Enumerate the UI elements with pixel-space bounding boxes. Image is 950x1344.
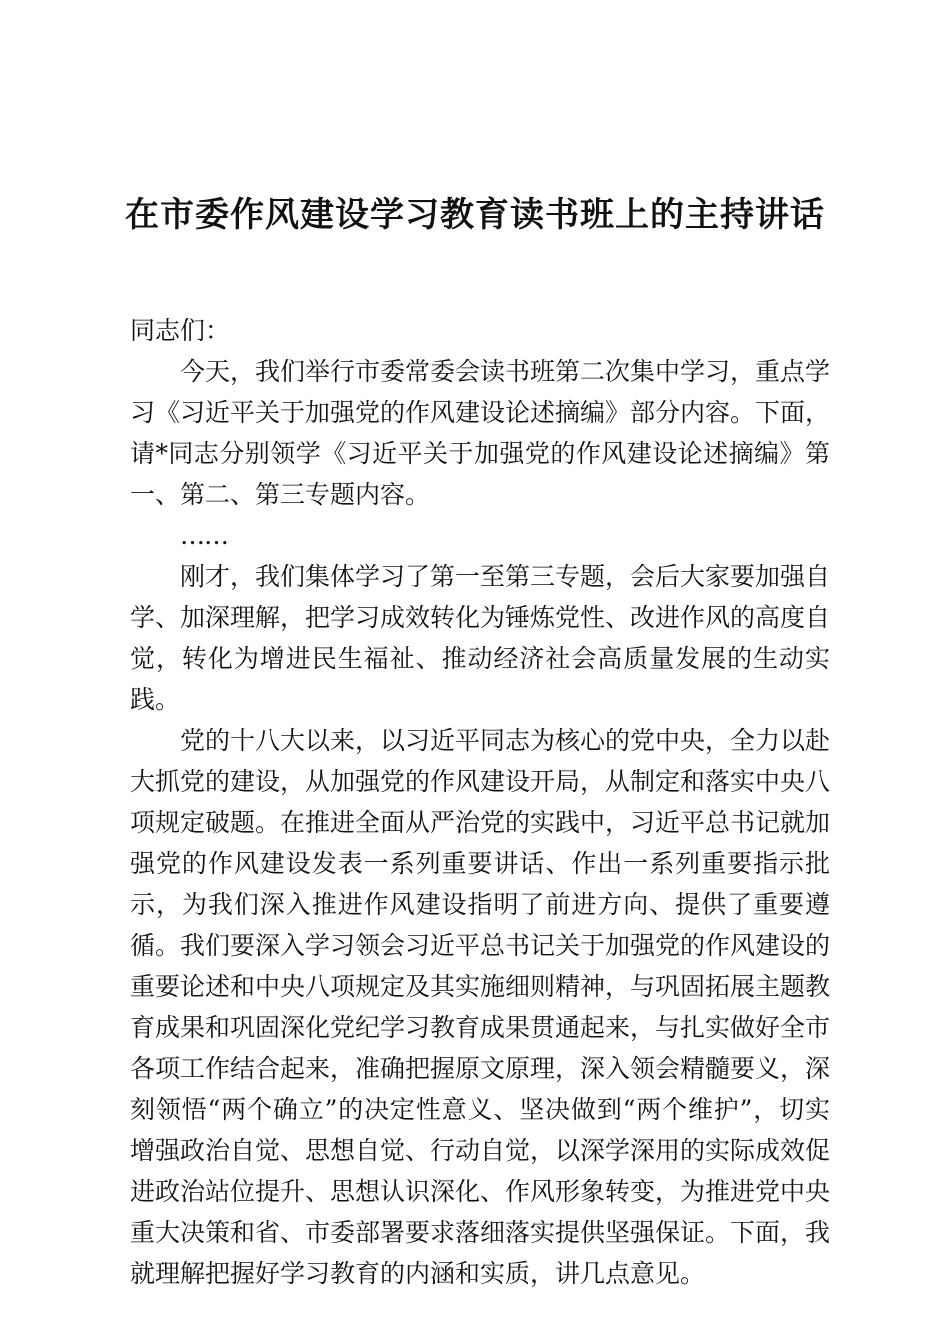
paragraph-opening: 今天，我们举行市委常委会读书班第二次集中学习，重点学习《习近平关于加强党的作风建设论述摘编》部分内容。下面，请*同志分别领学《习近平关于加强党的作风建设论述摘编》第一、第二、第三专题内容。	[130, 357, 831, 509]
paragraph-main: 党的十八大以来，以习近平同志为核心的党中央，全力以赴大抓党的建设，从加强党的作风建设开局，从制定和落实中央八项规定破题。在推进全面从严治党的实践中，习近平总书记就加强党的作风建设发表一系列重要讲话、作出一系列重要指示批示，为我们深入推进作风建设指明了前进方向、提供了重要遵循。我们要深入学习领会习近平总书记关于加强党的作风建设的重要论述和中央八项规定及其实施细则精神，与巩固拓展主题教育成果和巩固深化党纪学习教育成果贯通起来，与扎实做好全市各项工作结合起来，准确把握原文原理，深入领会精髓要义，深刻领悟“两个确立”的决定性意义、坚决做到“两个维护”，切实增强政治自觉、思想自觉、行动自觉，以深学深用的实际成效促进政治站位提升、思想认识深化、作风形象转变，为推进党中央重大决策和省、市委部署要求落细落实提供坚强保证。下面，我就理解把握好学习教育的内涵和实质，讲几点意见。	[130, 726, 831, 1288]
document-title: 在市委作风建设学习教育读书班上的主持讲话	[125, 195, 825, 235]
salutation: 同志们：	[130, 316, 231, 345]
paragraph-summary: 刚才，我们集体学习了第一至第三专题，会后大家要加强自学、加深理解，把学习成效转化为锤炼党性、改进作风的高度自觉，转化为增进民生福祉、推动经济社会高质量发展的生动实践。	[130, 562, 831, 714]
paragraph-ellipsis: ……	[180, 521, 228, 550]
document-body	[130, 310, 830, 1294]
